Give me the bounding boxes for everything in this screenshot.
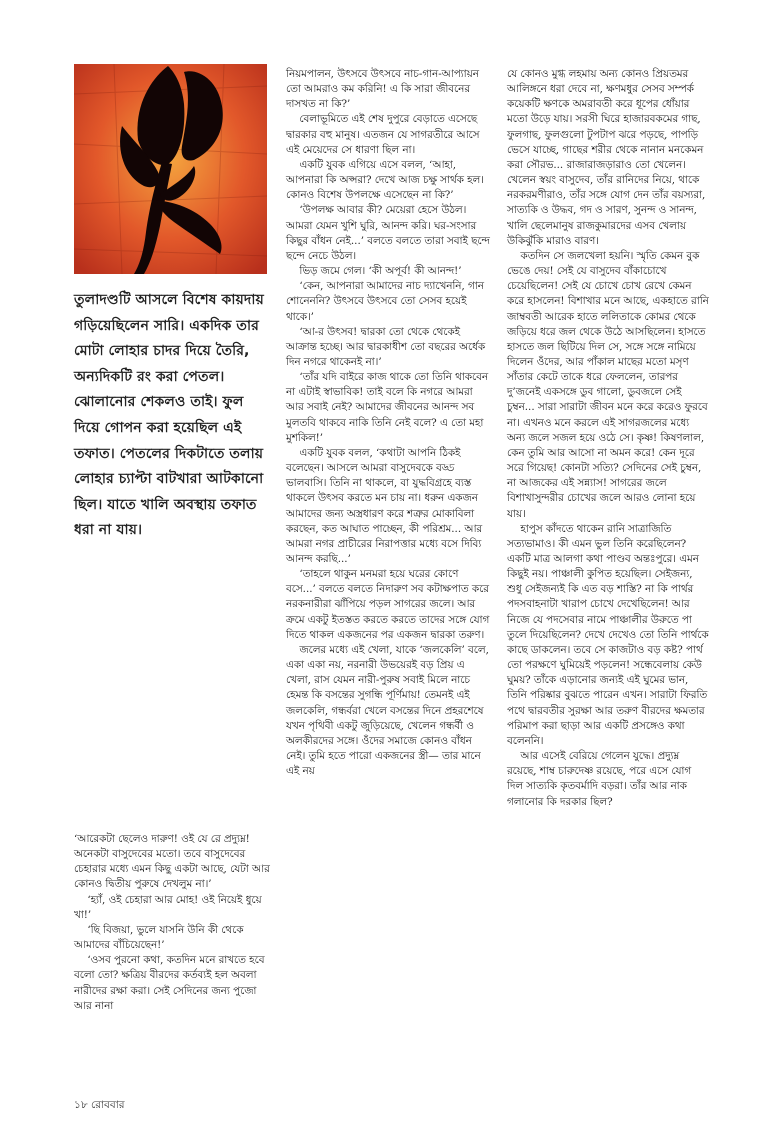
flower-silhouette-icon	[74, 64, 267, 274]
illustration	[74, 64, 267, 274]
paragraph: বেলাভূমিতে এই শেষ দুপুরে বেড়াতে এসেছে দ্বারকার বহু মানুষ। এতজন যে সাগরতীরে আসে এই মেয়েদের সে ধারণা ছিল না।	[286, 113, 480, 156]
paragraph: ‘উপলক্ষ আবার কী? মেয়েরা হেসে উঠল। আমরা যেমন খুশি ঘুরি, আনন্দ করি। ঘর-সংসার কিছুর বাঁধন নেই...’ বলতে বলতে তারা সবাই ছন্দে ছন্দে নেচে উঠল।	[286, 204, 490, 262]
paragraph: একটি যুবক এগিয়ে এসে বলল, ‘আহা, আপনারা কি অপ্সরা? দেখে আজ চক্ষু সার্থক হল। কোনও বিশেষ উপলক্ষে এসেছেন না কি?’	[286, 158, 484, 202]
paragraph: ‘কেন, আপনারা আমাদের নাচ দ্যাখেননি, গান শোনেননি? উৎসবে উৎসবে তো সেসব হয়েই থাকে।’	[286, 280, 484, 323]
paragraph: ‘ছি বিজয়া, ভুলে যাসনি উনি কী থেকে আমাদের বাঁচিয়েছেন!’	[74, 923, 244, 952]
paragraph: একটি যুবক বলল, ‘কথাটা আপনি ঠিকই বলেছেন। আসলে আমরা বাসুদেবকে বড্ড ভালবাসি। তিনি না থাকলে, বা যুদ্ধবিগ্রহে ব্যস্ত থাকলে উৎসব করতে মন চায় না। ধরুন একজন আমাদের জন্য অস্ত্রধারণ করে শত্রুর মোকাবিলা করছেন, কত আঘাত পাচ্ছেন, কী পরিশ্রম... আর আমরা নগর প্রাচীরের নিরাপত্তার মধ্যে বসে দিব্যি আনন্দ করছি...’	[286, 446, 483, 565]
paragraph: ‘ওসব পুরনো কথা, কতদিন মনে রাখতে হবে বলো তো? ক্ষত্রিয় বীরদের কর্তব্যই হল অবলা নারীদের রক্ষা করা। সেই সেদিনের জন্য পুজো আর নানা	[74, 954, 265, 1012]
paragraph: নিয়মপালন, উৎসবে উৎসবে নাচ-গান-আপ্যায়ন তো আমরাও কম করিনি! এ কি সারা জীবনের দাসখত না কি?’	[286, 68, 479, 111]
paragraph: ‘তাহলে থাকুন মনমরা হয়ে ঘরের কোণে বসে...’ বলতে বলতে নিদারুণ সব কটাক্ষপাত করে নরকনারীরা ঝাঁপিয়ে পড়ল সাগরের জলে। আর ক্রমে একটু ইতস্তত করতে করতে তাদের সঙ্গে যোগ দিতে থাকল একজনের পর একজন দ্বারকা তরুণ।	[286, 568, 490, 641]
paragraph: কতদিন সে জলখেলা হয়নি। স্মৃতি কেমন বুক ভেঙে দেয়! সেই যে বাসুদেব বাঁকাচোখে চেয়েছিলেন! সেই যে চোখে চোখ রেখে কেমন করে হাসলেন! বিশাখার মনে আছে, একহাতে রানি জাম্ববতী আরেক হাতে ললিতাকে কোমর থেকে জড়িয়ে ধরে জল থেকে উঠে আসছিলেন। হাসতে হাসতে জল ছিটিয়ে দিল সে, সঙ্গে সঙ্গে নামিয়ে দিলেন ওঁদের, আর পাঁকাল মাছের মতো মসৃণ সাঁতার কেটে তাকে ধরে ফেললেন, তারপর দু’জনেই একসঙ্গে ডুব গালো, ডুবজলে সেই চুম্বন... সারা সারাটা জীবন মনে করে করেও ফুরবে না। এখনও মনে করলে এই সাগরজলের মধ্যে অন্য জলে সজল হয়ে ওঠে সে। কৃষ্ণ! কিষণলাল, কেন তুমি আর আসো না অমন করে! কেন দূরে সরে গিয়েছ! কোনটা সত্যি? সেদিনের সেই চুম্বন, না আজকের এই সন্ন্যাস! সাগরের জলে বিশাখাসুন্দরীর চোখের জলে আরও লোনা হয়ে যায়।	[507, 249, 709, 520]
paragraph: যে কোনও মুগ্ধ লহমায় অন্য কোনও প্রিয়তমর আলিঙ্গনে ধরা দেবে না, ক্ষণমধুর সেসব সম্পর্ক কয়েকটি ক্ষণকে অমরাবতী করে ধূপের ধোঁয়ার মতো উড়ে যায়। সরসী ঘিরে হাজারবকমের গাছ, ফুলগাছ, ফুলগুলো টুপটাপ ঝরে পড়ছে, পাপড়ি ভেসে যাচ্ছে, গাছের শরীর থেকে নানান মনকেমন করা সৌরভ... রাজারাজড়ারাও তো খেলেন। খেলেন স্বয়ং বাসুদেব, তাঁর রানিদের নিয়ে, থাকে নরকরমণীরাও, তাঁর সঙ্গে যোগ দেন তাঁর বয়স্যরা, সাত্যকি ও উদ্ধব, গদ ও সারণ, সুনন্দ ও সানন্দ, খালি ছেলেমানুষ রাজকুমারদের এসব খেলায় উকিঝুঁকি মারাও বারণ।	[507, 68, 706, 247]
paragraph: ‘তাঁর যদি বাইরে কাজ থাকে তো তিনি থাকবেন না এটাই স্বাভাবিক! তাই বলে কি নগরে আমরা আর সবাই নেই? আমাদের জীবনের আনন্দ সব মুলতবি থাকবে নাকি তিনি নেই বলে? এ তো মহা মুশকিল!’	[286, 371, 489, 444]
paragraph: হাপুস কাঁদতে থাকেন রানি সাত্রাজিতি সত্যভামাও। কী এমন ভুল তিনি করেছিলেন? একটি মাত্র আলগা কথা পাণ্ডব অন্তঃপুরে। এমন কিছুই নয়। পাঞ্চালী কুপিত হয়েছিল। সেইজন্য, শুধু সেইজন্যই কি এত বড় শাস্তি? না কি পার্থর পদসবাহনাটা খারাপ চোখে দেখেছিলেন! আর নিজে যে পদসেবার নামে পাঞ্চালীর উরুতে পা তুলে দিয়েছিলেন? দেখে দেখেও তো তিনি পার্থকে কাছে ডাকলেন। তবে সে কাজটাও বড় কষ্ট? পার্থ তো পরক্ষণে ঘুমিয়েই পড়লেন! সন্ধেবেলায় কেউ ঘুময়? তাঁকে এড়ানোর জন্যই এই ঘুমের ভান, তিনি পরিষ্কার বুঝতে পারেন এখন। সারাটা ফিরতি পথে দ্বারবতীর সুরক্ষা আর তরুণ বীরদের ক্ষমতার পরিমাপ করা ছাড়া আর একটি প্রসঙ্গেও কথা বলেননি।	[507, 522, 709, 747]
paragraph: ‘হ্যাঁ, ওই চেহারা আর মোহ! ওই নিয়েই ধুয়ে খা!’	[74, 893, 262, 921]
paragraph: ভিড় জমে গেল। ‘কী অপূর্ব! কী আনন্দ!’	[299, 265, 462, 278]
paragraph: আর এসেই বেরিয়ে গেলেন যুদ্ধে। প্রদ্যুম্ন রয়েছে, শাম্ব চারুদেষ্ণ রয়েছে, পরে এসে যোগ দিল সাত্যকি কৃতবর্মাদি বড়রা। তাঁর আর নাক গলানোর কি দরকার ছিল?	[507, 750, 692, 808]
article-column-3	[507, 67, 710, 810]
article-column-2	[286, 67, 490, 779]
pull-quote	[74, 288, 272, 544]
paragraph: জলের মধ্যে এই খেলা, যাকে ‘জলকেলি’ বলে, একা একা নয়, নরনারী উভয়েরই বড় প্রিয় এ খেলা, রাস যেমন নারী-পুরুষ সবাই মিলে নাচে হেমন্ত কি বসন্তের সুগন্ধি পূর্ণিমায়! তেমনই এই জলকেলি, গন্ধর্বরা খেলে বসন্তের দিনে প্রহরশেষে যখন পৃথিবী একটু জুড়িয়েছে, খেলেন গন্ধর্বী ও অলকীরদের সঙ্গে। ওঁদের সমাজে কোনও বাঁধন নেই। তুমি হতে পারো একজনের স্ত্রী— তার মানে এই নয়	[286, 643, 489, 778]
paragraph: ‘আ-র উৎসব! দ্বারকা তো থেকে থেকেই আক্রান্ত হচ্ছে। আর দ্বারকাধীশ তো বছরের অর্ধেক দিন নগরে থাকেনই না।’	[286, 325, 486, 368]
pull-quote-text: তুলাদণ্ডটি আসলে বিশেষ কায়দায় গড়িয়েছিলেন সারি। একদিক তার মোটা লোহার চাদর দিয়ে তৈরি, অন্যদিকটি রং করা পেতল। ঝোলানোর শেকলও তাই। ফুল দিয়ে গোপন করা হয়েছিল এই তফাত। পেতলের দিকটাতে তলায় লোহার চ্যাপ্টা বাটখারা আটকানো ছিল। যাতে খালি অবস্থায় তফাত ধরা না যায়।	[74, 292, 264, 539]
paragraph: ‘আরেকটা ছেলেও দারুণ! ওই যে রে প্রদ্যুম্ন! অনেকটা বাসুদেবের মতো। তবে বাসুদেবের চেহারার মধ্যে এমন কিছু একটা আছে, যেটা আর কোনও দ্বিতীয় পুরুষে দেখলুম না।’	[74, 833, 270, 891]
page-folio: ১৮ রোববার	[74, 1099, 125, 1111]
article-column-1	[74, 832, 270, 1014]
